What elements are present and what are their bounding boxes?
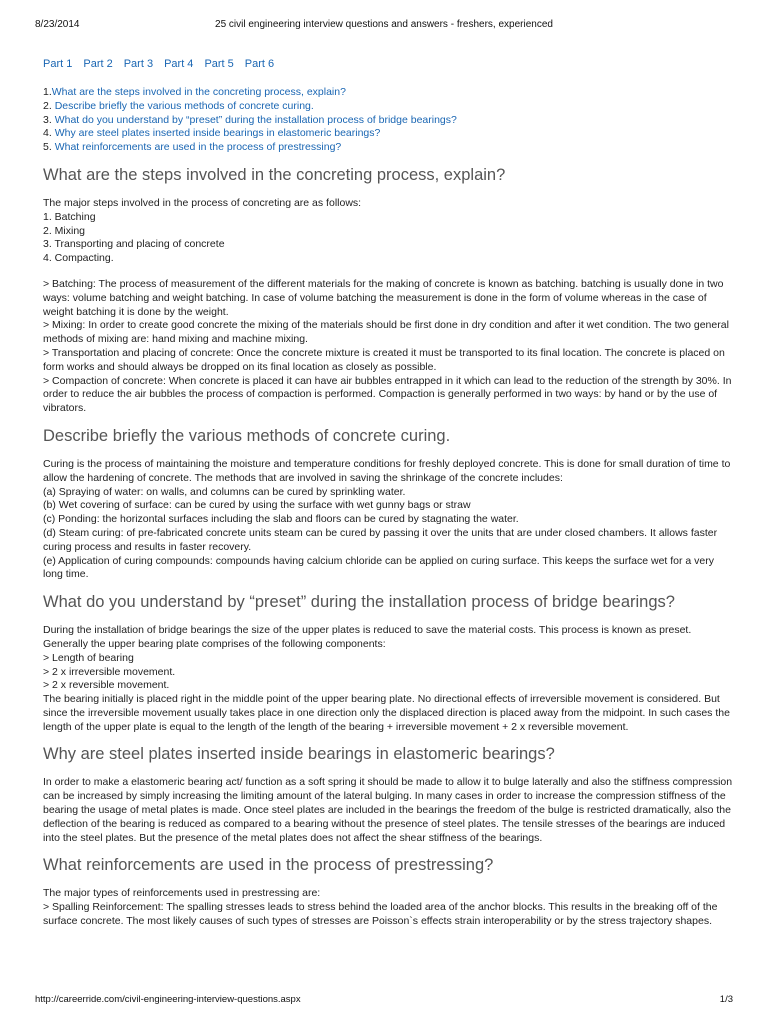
paragraph: > Compaction of concrete: When concrete is placed it can have air bubbles entrapped in it which can lead to the reduction of the strength by 30%. In order to reduce the air bubbles the process of compaction is performed. Compaction is generally performed in two ways: by hand or by the use of vibrators. xyxy=(43,374,732,415)
section-steel-plates xyxy=(43,744,733,845)
paragraph: > Mixing: In order to create good concrete the mixing of the materials should be first done in dry condition and after it wet condition. The two general methods of mixing are: hand mixing and machine mixing. xyxy=(43,319,729,346)
question-link-1[interactable]: What are the steps involved in the concreting process, explain? xyxy=(51,86,346,98)
paragraph: > Spalling Reinforcement: The spalling stresses leads to stress behind the loaded area of the anchor blocks. This results in the breaking off of the surface concrete. The most likely causes of such types of stresses are Poisson`s effects strain interoperability or by the stress trajectory shapes. xyxy=(43,901,718,928)
print-title: 25 civil engineering interview questions and answers - freshers, experienced xyxy=(215,19,553,30)
question-item xyxy=(43,141,733,155)
part-link-4[interactable]: Part 4 xyxy=(164,58,194,70)
section-prestressing xyxy=(43,855,733,928)
paragraph: 3. Transporting and placing of concrete xyxy=(43,238,225,251)
paragraph: > Length of bearing xyxy=(43,651,134,664)
page-number: 1/3 xyxy=(719,994,733,1005)
question-number: 5. xyxy=(43,141,52,154)
question-link-5[interactable]: What reinforcements are used in the process of prestressing? xyxy=(54,141,342,154)
part-link-1[interactable]: Part 1 xyxy=(43,58,73,70)
paragraph: In order to make a elastomeric bearing act/ function as a soft spring it should be made to allow it to bulge laterally and also the stiffness compression can be increased by simply increasing the limiting amount of the lateral bulging. In many cases in order to increase the compression stiffness of the bearing the usage of metal plates is made. Once steel plates are included in the bearings the freedom of the bulge is restricted dramatically, also the deflection of the bearing is reduced as compared to a bearing without the presence of steel plates. The tensile stresses of the bearings are induced into the steel plates. But the presence of the metal plates does not affect the shear stiffness of the bearings. xyxy=(43,776,733,844)
question-number: 2. xyxy=(43,99,52,112)
section-concrete-curing xyxy=(43,426,733,582)
article-content xyxy=(43,58,733,939)
section-heading: What are the steps involved in the concreting process, explain? xyxy=(43,165,506,184)
question-item xyxy=(43,127,733,141)
paragraph: (a) Spraying of water: on walls, and columns can be cured by sprinkling water. xyxy=(43,485,406,498)
section-preset-bearings xyxy=(43,592,733,734)
question-item xyxy=(43,114,733,128)
section-heading: Why are steel plates inserted inside bearings in elastomeric bearings? xyxy=(43,745,555,764)
paragraph: Curing is the process of maintaining the moisture and temperature conditions for freshly deployed concrete. This is done for small duration of time to allow the hardening of concrete. The methods that are involved in saving the shrinkage of the concrete includes: xyxy=(43,457,731,484)
paragraph: (e) Application of curing compounds: compounds having calcium chloride can be applied on curing surface. This keeps the surface wet for a very long time. xyxy=(43,554,715,581)
paragraph: > 2 x reversible movement. xyxy=(43,679,170,692)
paragraph: (c) Ponding: the horizontal surfaces including the slab and floors can be cured by stagnating the water. xyxy=(43,513,519,526)
part-link-3[interactable]: Part 3 xyxy=(123,58,154,70)
question-number: 4. xyxy=(43,127,52,140)
paragraph: (b) Wet covering of surface: can be cured by using the surface with wet gunny bags or straw xyxy=(43,499,471,512)
paragraph: > 2 x irreversible movement. xyxy=(43,665,176,678)
question-link-3[interactable]: What do you understand by “preset” during the installation process of bridge bearings? xyxy=(54,113,457,126)
section-concreting-process xyxy=(43,165,733,416)
question-list xyxy=(43,86,733,155)
paragraph: The major steps involved in the process of concreting are as follows: xyxy=(43,196,362,209)
spacer xyxy=(43,266,733,278)
paragraph: During the installation of bridge bearings the size of the upper plates is reduced to save the material costs. This process is known as preset. Generally the upper bearing plate comprises of the following components: xyxy=(43,624,692,650)
paragraph: The bearing initially is placed right in the middle point of the upper bearing plate. No directional effects of irreversible movement is considered. But since the irreversible movement usually takes place in one direction only the displaced direction is placed away from the midpoint. In such cases the length of the upper plate is equal to the length of the length of the bearing + irreversible movement + 2 x reversible movement. xyxy=(43,693,730,733)
question-item xyxy=(43,86,733,100)
paragraph: > Batching: The process of measurement of the different materials for the making of concrete is known as batching. batching is usually done in two ways: volume batching and weight batching. In case of volume batching the measurement is done in the form of volume whereas in the case of weight batching it is done by the weight. xyxy=(43,277,724,318)
section-heading: What reinforcements are used in the process of prestressing? xyxy=(43,856,494,875)
paragraph: 4. Compacting. xyxy=(43,252,114,265)
question-link-2[interactable]: Describe briefly the various methods of concrete curing. xyxy=(54,99,314,112)
paragraph: The major types of reinforcements used in prestressing are: xyxy=(43,887,321,900)
question-number: 1. xyxy=(43,86,52,98)
part-link-6[interactable]: Part 6 xyxy=(244,58,275,70)
parts-nav xyxy=(43,58,733,70)
paragraph: 2. Mixing xyxy=(43,224,86,237)
print-url: http://careerride.com/civil-engineering-interview-questions.aspx xyxy=(35,994,301,1005)
question-number: 3. xyxy=(43,113,52,126)
section-heading: Describe briefly the various methods of concrete curing. xyxy=(43,426,451,445)
question-item xyxy=(43,100,733,114)
question-link-4[interactable]: Why are steel plates inserted inside bearings in elastomeric bearings? xyxy=(54,127,381,140)
paragraph: > Transportation and placing of concrete: Once the concrete mixture is created it must be transported to its final location. The concrete is placed on form works and should always be dropped on its final location as closely as possible. xyxy=(43,346,725,373)
part-link-5[interactable]: Part 5 xyxy=(204,58,234,70)
print-date: 8/23/2014 xyxy=(35,19,80,30)
section-heading: What do you understand by “preset” during the installation process of bridge bearings? xyxy=(43,593,675,612)
paragraph: 1. Batching xyxy=(43,210,96,223)
paragraph: (d) Steam curing: of pre-fabricated concrete units steam can be cured by passing it over the units that are under closed chambers. It allows faster curing process and results in faster recovery. xyxy=(43,526,718,553)
part-link-2[interactable]: Part 2 xyxy=(83,58,113,70)
